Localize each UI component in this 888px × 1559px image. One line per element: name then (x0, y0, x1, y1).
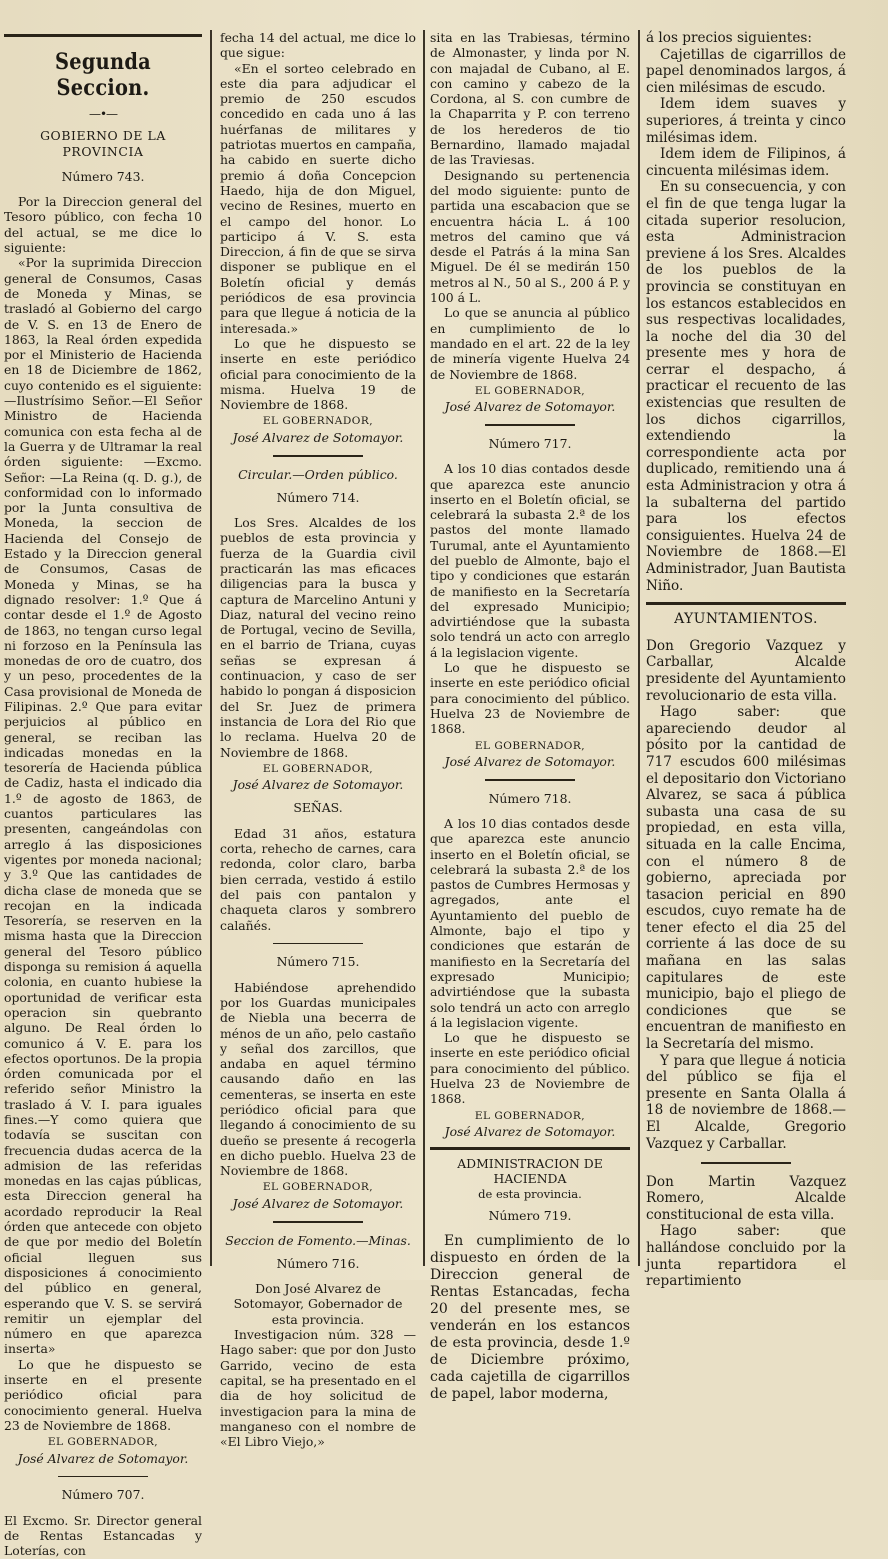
paragraph: Don Gregorio Vazquez y Carballar, Alcalde presidente del Ayuntamiento revolucionario de esta villa. (646, 637, 846, 704)
section-rule (646, 602, 846, 605)
paragraph: Cajetillas de cigarrillos de papel denominados largos, á cien milésimas de escudo. (646, 46, 846, 96)
column-2 (220, 30, 416, 1450)
column-4 (646, 30, 846, 1290)
paragraph: Los Sres. Alcaldes de los pueblos de esta provincia y fuerza de la Guardia civil practicarán las mas eficaces diligencias para la busca y captura de Marcelino Antuni y Diaz, natural del vecino reino de Portugal, vecino de Sevilla, en el barrio de Triana, cuyas señas se expresan á continuacion, y caso de ser habido lo pongan á disposicion del Sr. Juez de primera instancia de Lora del Rio que lo reclama. Huelva 20 de Noviembre de 1868. (220, 515, 416, 760)
signature-title: EL GOBERNADOR, (262, 762, 374, 775)
paragraph: sita en las Trabiesas, término de Almonaster, y linda por N. con majadal de Cubano, al E. con camino y cabezo de la Cordona, al S. con cumbre de la Chaparrita y P. con terreno de los herederos de tio Bernardino, llamado majadal de las Traviesas. (430, 30, 630, 168)
separator (273, 1221, 363, 1223)
signature-title: EL GOBERNADOR, (262, 1181, 374, 1194)
numero-718: Número 718. (488, 790, 572, 806)
paragraph: Idem idem de Filipinos, á cincuenta milésimas idem. (646, 146, 846, 179)
signature-name: José Alvarez de Sotomayor. (444, 399, 616, 415)
separator (273, 943, 363, 945)
column-divider (423, 30, 425, 1266)
separator (701, 1162, 791, 1164)
numero-719: Número 719. (488, 1208, 572, 1224)
paragraph: Lo que se anuncia al público en cumplimiento de lo mandado en el art. 22 de la ley de minería vigente Huelva 24 de Noviembre de 1868. (430, 305, 630, 382)
top-rule (4, 34, 202, 37)
paragraph: Hago saber: que apareciendo deudor al pósito por la cantidad de 717 escudos 600 milésimas el depositario don Victoriano Alvarez, se saca á pública subasta una casa de su propiedad, en esta villa, situada en la calle Encima, con el número 8 de gobierno, apreciada por tasacion pericial en 890 escudos, cuyo remate ha de tener efecto el dia 25 del corriente á las doce de su mañana en las salas capitulares de este municipio, bajo el pliego de condiciones que se encuentran de manifiesto en la Secretaría del mismo. (646, 704, 846, 1053)
column-3 (430, 30, 630, 1403)
numero-717: Número 717. (488, 435, 572, 451)
gobierno-heading: GOBIERNO DE LA PROVINCIA (40, 128, 166, 159)
paragraph: A los 10 dias contados desde que aparezca este anuncio inserto en el Boletín oficial, se celebrará la subasta 2.ª de los pastos de Cumbres Hermosas y agregados, ante el Ayuntamiento del pueblo de Almonte, bajo el tipo y condiciones que estarán de manifiesto en la Secretaría del expresado Municipio; advirtiéndose que la subasta solo tendrá un acto con arreglo á la legislacion vigente. (430, 815, 630, 1030)
numero-715: Número 715. (276, 954, 360, 970)
column-divider (210, 30, 212, 1266)
paragraph: «Por la suprimida Direccion general de Consumos, Casas de Moneda y Minas, se trasladó al Gobierno del cargo de V. S. en 13 de Enero de 1863, la Real órden expedida por el Ministerio de Hacienda en 18 de Diciembre de 1862, cuyo contenido es el siguiente:—Ilustrísimo Señor.—El Señor Ministro de Hacienda comunica con esta fecha al de la Guerra y de Ultramar la real órden siguiente: —Excmo. Señor: —La Reina (q. D. g.), de conformidad con lo informado por la Junta consultiva de Moneda, la seccion de Hacienda del Consejo de Estado y la Direccion general de Consumos, Casas de Moneda y Minas, se ha dignado resolver: 1.º Que á contar desde el 1.º de Agosto de 1863, no tengan curso legal ni forzoso en la Península las monedas de oro de cuatro, dos y un peso, procedentes de la Casa provisional de Moneda de Filipinas. 2.º Que para evitar perjuicios al público en general, se reciban las indicadas monedas en la tesorería de Hacienda pública de Cadiz, hasta el indicado dia 1.º de agosto de 1863, de cuantos particulares las presenten, cangeándolas con arreglo á las disposiciones vigentes por moneda nacional; y 3.º Que las cantidades de dicha clase de moneda que se recojan en la indicada Tesorería, se reserven en la misma hasta que la Direccion general del Tesoro público disponga su remision á aquella colonia, en cuanto hubiese la oportunidad de verificar esta operacion sin quebranto alguno. De Real órden lo comunico á V. E. para los efectos oportunos. De la propia órden comunicada por el referido señor Ministro la traslado á V. I. para iguales fines.—Y como quiera que todavía se suscitan con frecuencia dudas acerca de la admision de las referidas monedas en las cajas públicas, esta Direccion general ha acordado reproducir la Real órden que antecede con objeto de que por medio del Boletín oficial lleguen sus disposiciones á conocimiento del público en general, esperando que V. S. se servirá remitir un ejemplar del número en que aparezca inserta» (4, 255, 202, 1357)
admin-heading: ADMINISTRACION DE HACIENDA (457, 1156, 603, 1187)
signature-name: José Alvarez de Sotomayor. (444, 1123, 616, 1139)
circular-heading: Circular.—Orden público. (238, 466, 398, 482)
signature-name: José Alvarez de Sotomayor. (444, 753, 616, 769)
paragraph: Designando su pertenencia del modo siguiente: punto de partida una escabacion que se encuentra hácia L. á 100 metros del camino que vá desde el Patrás á la mina San Miguel. De él se medirán 150 metros al N., 50 al S., 200 á P. y 100 á L. (430, 167, 630, 306)
paragraph: Edad 31 años, estatura corta, rehecho de carnes, cara redonda, color claro, barba bien cerrada, vestido á estilo del pais con pantalon y chaqueta claros y sombrero calañés. (220, 825, 416, 933)
paragraph: á los precios siguientes: (646, 30, 812, 46)
numero-743: Número 743. (61, 168, 145, 184)
paragraph: Don Martin Vazquez Romero, Alcalde constitucional de esta villa. (646, 1173, 846, 1223)
fomento-heading: Seccion de Fomento.—Minas. (225, 1232, 411, 1248)
paragraph: En cumplimiento de lo dispuesto en órden de la Direccion general de Rentas Estancadas, fecha 20 del presente mes, se venderán en los estancos de esta provincia, desde 1.º de Diciembre próximo, cada cajetilla de cigarrillos de papel, labor moderna, (430, 1233, 630, 1403)
column-divider (638, 30, 640, 1266)
separator (273, 455, 363, 457)
paragraph: Y para que llegue á noticia del público se fija el presente en Santa Olalla á 18 de noviembre de 1868.—El Alcalde, Gregorio Vazquez y Carballar. (646, 1052, 846, 1152)
signature-name: José Alvarez de Sotomayor. (232, 777, 404, 793)
paragraph: Lo que he dispuesto se inserte en este periódico oficial para conocimiento del público. Huelva 23 de Noviembre de 1868. (430, 1030, 630, 1107)
signature-name: José Alvarez de Sotomayor. (232, 429, 404, 445)
signature-title: EL GOBERNADOR, (47, 1436, 159, 1449)
paragraph: Don José Alvarez de Sotomayor, Gobernador de esta provincia. (233, 1281, 403, 1327)
signature-title: EL GOBERNADOR, (474, 739, 586, 752)
ayuntamientos-heading: AYUNTAMIENTOS. (674, 611, 818, 628)
signature-title: EL GOBERNADOR, (474, 1109, 586, 1122)
paragraph: Lo que he dispuesto se inserte en este periódico oficial para conocimiento de la misma. Huelva 19 de Noviembre de 1868. (220, 335, 416, 413)
paragraph: «En el sorteo celebrado en este dia para adjudicar el premio de 250 escudos concedido en cada uno á las huérfanas de militares y patriotas muertos en campaña, ha cabido en suerte dicho premio á doña Concepcion Haedo, hija de don Miguel, vecino de Resines, muerto en el campo del honor. Lo participo á V. S. esta Direccion, á fin de que se sirva disponer se publique en el Boletín oficial y demás periódicos de esa provincia para que llegue á noticia de la interesada.» (220, 60, 416, 336)
separator (58, 1476, 148, 1478)
paragraph: fecha 14 del actual, me dice lo que sigue: (220, 30, 416, 61)
paragraph: Investigacion núm. 328 — Hago saber: que por don Justo Garrido, vecino de esta capital, se ha presentado en el dia de hoy solicitud de investigacion para la mina de manganeso con el nombre de «El Libro Viejo,» (220, 1327, 416, 1450)
column-1 (4, 30, 202, 1559)
signature-name: José Alvarez de Sotomayor. (17, 1450, 189, 1466)
paragraph: Lo que he dispuesto se inserte en el presente periódico oficial para conocimiento general. Huelva 23 de Noviembre de 1868. (4, 1356, 202, 1433)
numero-716: Número 716. (276, 1255, 360, 1271)
ornament: —•— (88, 107, 118, 121)
section-rule (430, 1147, 630, 1150)
signature-name: José Alvarez de Sotomayor. (232, 1195, 404, 1211)
paragraph: Habiéndose aprehendido por los Guardas municipales de Niebla una becerra de ménos de un año, pelo castaño y señal dos zarcillos, que andaba en aquel término causando daño en las cementeras, se inserta en este periódico oficial para que llegando á conocimiento de su dueño se presente á recogerla en dicho pueblo. Huelva 23 de Noviembre de 1868. (220, 979, 416, 1179)
signature-title: EL GOBERNADOR, (474, 384, 586, 397)
paragraph: Por la Direccion general del Tesoro público, con fecha 10 del actual, se me dice lo siguiente: (4, 194, 202, 256)
signature-title: EL GOBERNADOR, (262, 415, 374, 428)
paragraph: Hago saber: que hallándose concluido por la junta repartidora el repartimiento (646, 1223, 846, 1290)
paragraph: En su consecuencia, y con el fin de que tenga lugar la citada superior resolucion, esta Administracion previene á los Sres. Alcaldes de los pueblos de la provincia se constituyan en los estancos establecidos en sus respectivas localidades, la noche del dia 30 del presente mes y hora de cerrar el despacho, á practicar el recuento de las existencias que resulten de los dichos cigarrillos, extendiendo la correspondiente acta por duplicado, remitiendo una á esta Administracion y otra á la subalterna del partido para los efectos consiguientes. Huelva 24 de Noviembre de 1868.—El Administrador, Juan Bautista Niño. (646, 179, 846, 594)
admin-subheading: de esta provincia. (478, 1186, 582, 1201)
paragraph: Idem idem suaves y superiores, á treinta y cinco milésimas idem. (646, 96, 846, 146)
separator (485, 424, 575, 426)
numero-714: Número 714. (276, 489, 360, 505)
separator (485, 779, 575, 781)
paragraph: Lo que he dispuesto se inserte en este periódico oficial para conocimiento del público. Huelva 23 de Noviembre de 1868. (430, 660, 630, 737)
section-title: Segunda Seccion. (55, 49, 151, 101)
paragraph: El Excmo. Sr. Director general de Rentas Estancadas y Loterías, con (4, 1512, 202, 1559)
numero-707: Número 707. (61, 1487, 145, 1503)
senas-heading: SEÑAS. (293, 800, 343, 816)
paragraph: A los 10 dias contados desde que aparezca este anuncio inserto en el Boletín oficial, se celebrará la subasta 2.ª de los pastos del monte llamado Turumal, ante el Ayuntamiento del pueblo de Almonte, bajo el tipo y condiciones que estarán de manifiesto en la Secretaría del expresado Municipio; advirtiéndose que la subasta solo tendrá un acto con arreglo á la legislacion vigente. (430, 461, 630, 660)
